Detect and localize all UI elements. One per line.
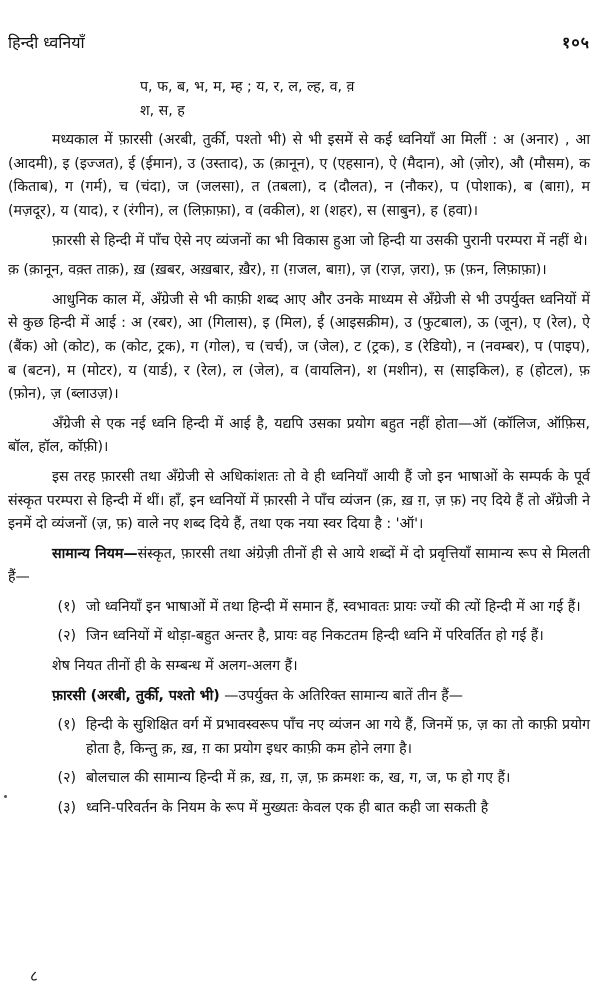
list-item-text: जिन ध्वनियों में थोड़ा-बहुत अन्तर है, प्रायः वह निकटतम हिन्दी ध्वनि में परिवर्तित हो गई हैं।	[86, 628, 544, 645]
persian-rules-heading: फ़ारसी (अरबी, तुर्की, पश्तो भी)	[52, 687, 220, 704]
list-item	[8, 767, 590, 791]
list-item-text: बोलचाल की सामान्य हिन्दी में क़, ख़, ग़, ज़, फ़ क्रमशः क, ख, ग, ज, फ हो गए हैं।	[86, 770, 511, 787]
paragraph-medieval-persian: मध्यकाल में फ़ारसी (अरबी, तुर्की, पश्तो भी) से भी इसमें से कई ध्वनियाँ आ मिलीं : अ (अनार) , आ (आदमी), इ (इज्जत), ई (ईमान), उ (उस्ताद), ऊ (क़ानून), ए (एहसान), ऐ (मैदान), ओ (ज़ोर), औ (मौसम), क (किताब), ग (गर्म), च (चंदा), ज (जलसा), त (तबला), द (दौलत), न (नौकर), प (पोशाक), ब (बाग़), म (मज़दूर), य (याद), र (रंगीन), ल (लिफ़ाफ़ा), व (वकील), श (शहर), स (साबुन), ह (हवा)।	[8, 132, 590, 219]
list-item	[8, 625, 590, 649]
persian-rules-text: —उपर्युक्त के अतिरिक्त सामान्य बातें तीन हैं—	[219, 687, 463, 704]
paragraph-summary: इस तरह फ़ारसी तथा अँग्रेजी से अधिकांशतः तो वे ही ध्वनियाँ आयी हैं जो इन भाषाओं के सम्पर्क के पूर्व संस्कृत परम्परा से हिन्दी में थीं। हाँ, इन ध्वनियों में फ़ारसी ने पाँच व्यंजन (क़, ख़ ग़, ज़ फ़) नए दिये हैं तो अँग्रेजी ने इनमें दो व्यंजनों (ज़, फ़) वाले नए शब्द दिये हैं, तथा एक नया स्वर दिया है : 'ऑ'।	[8, 468, 590, 533]
list-item-number: (२)	[57, 770, 76, 787]
paragraph-new-vowel: अँग्रेजी से एक नई ध्वनि हिन्दी में आई है, यद्यपि उसका प्रयोग बहुत नहीं होता—ऑ (कॉलिज, ऑफ़िस, बॉल, हॉल, कॉफ़ी)।	[8, 415, 590, 456]
list-item-text: हिन्दी के सुशिक्षित वर्ग में प्रभावस्वरूप पाँच नए व्यंजन आ गये हैं, जिनमें फ़, ज़ का तो काफ़ी प्रयोग होता है, किन्तु क़, ख़, ग़ का प्रयोग इधर काफ़ी कम होने लगा है।	[86, 717, 590, 757]
list-item-number: (३)	[57, 800, 76, 817]
signature-mark: ८	[30, 967, 38, 985]
running-title: हिन्दी ध्वनियाँ	[8, 33, 85, 52]
list-item-number: (२)	[57, 628, 76, 645]
consonant-row-2: श, स, ह	[140, 102, 185, 119]
consonant-row-1: प, फ, ब, भ, म, म्ह ; य, र, ल, ल्ह, व, व़	[140, 79, 355, 95]
general-rule-heading: सामान्य नियम—	[52, 545, 138, 562]
paragraph-new-consonants: फ़ारसी से हिन्दी में पाँच ऐसे नए व्यंजनों का भी विकास हुआ जो हिन्दी या उसकी पुरानी परम्परा में नहीं थे।	[52, 232, 588, 249]
list-item-text: जो ध्वनियाँ इन भाषाओं में तथा हिन्दी में समान हैं, स्वभावतः प्रायः ज्यों की त्यों हिन्दी में आ गई हैं।	[86, 598, 581, 615]
list-item	[8, 714, 590, 761]
paragraph-modern-english: आधुनिक काल में, अँग्रेजी से भी काफ़ी शब्द आए और उनके माध्यम से अँग्रेजी से भी उपर्युक्त ध्वनियों में से कुछ हिन्दी में आई : अ (रबर), आ (गिलास), इ (मिल), ई (आइसक्रीम), उ (फुटबाल), ऊ (जून), ए (रेल), ऐ (बैंक) ओ (कोट), क (कोट, ट्रक), ग (गोल), च (चर्च), ज (जेल), ट (ट्रक), ड (रेडियो), न (नवम्बर), प (पाइप), ब (बटन), म (मोटर), य (यार्ड), र (रेल), ल (जेल), व (वायलिन), श (मशीन), स (साइकिल), ह (होटल), फ़ (फ़ोन), ज़ (ब्लाउज़)।	[8, 291, 590, 403]
consonant-list	[140, 76, 590, 123]
paragraph-general-rule	[8, 543, 590, 590]
paragraph-consonant-examples: क़ (क़ानून, वक़्त ताक़), ख़ (ख़बर, अख़बार, ख़ैर), ग़ (ग़जल, बाग़), ज़ (राज़, ज़रा), फ़ (फ़न, लिफ़ाफ़ा)।	[8, 262, 547, 279]
page-body	[8, 76, 590, 827]
scan-speck	[4, 795, 7, 798]
paragraph-persian-rules	[8, 685, 590, 709]
general-rule-text: संस्कृत, फ़ारसी तथा अंग्रेज़ी तीनों ही से आये शब्दों में दो प्रवृत्तियाँ सामान्य रूप से मिलती हैं—	[8, 545, 590, 586]
list-item	[8, 797, 590, 821]
page-header	[8, 28, 590, 56]
paragraph-remaining-rules: शेष नियत तीनों ही के सम्बन्ध में अलग-अलग हैं।	[52, 658, 298, 675]
list-item-number: (१)	[57, 717, 76, 734]
list-item	[8, 596, 590, 620]
page-number: १०५	[562, 33, 590, 52]
list-item-number: (१)	[57, 598, 76, 615]
list-item-text: ध्वनि-परिवर्तन के नियम के रूप में मुख्यतः केवल एक ही बात कही जा सकती है	[86, 800, 489, 817]
